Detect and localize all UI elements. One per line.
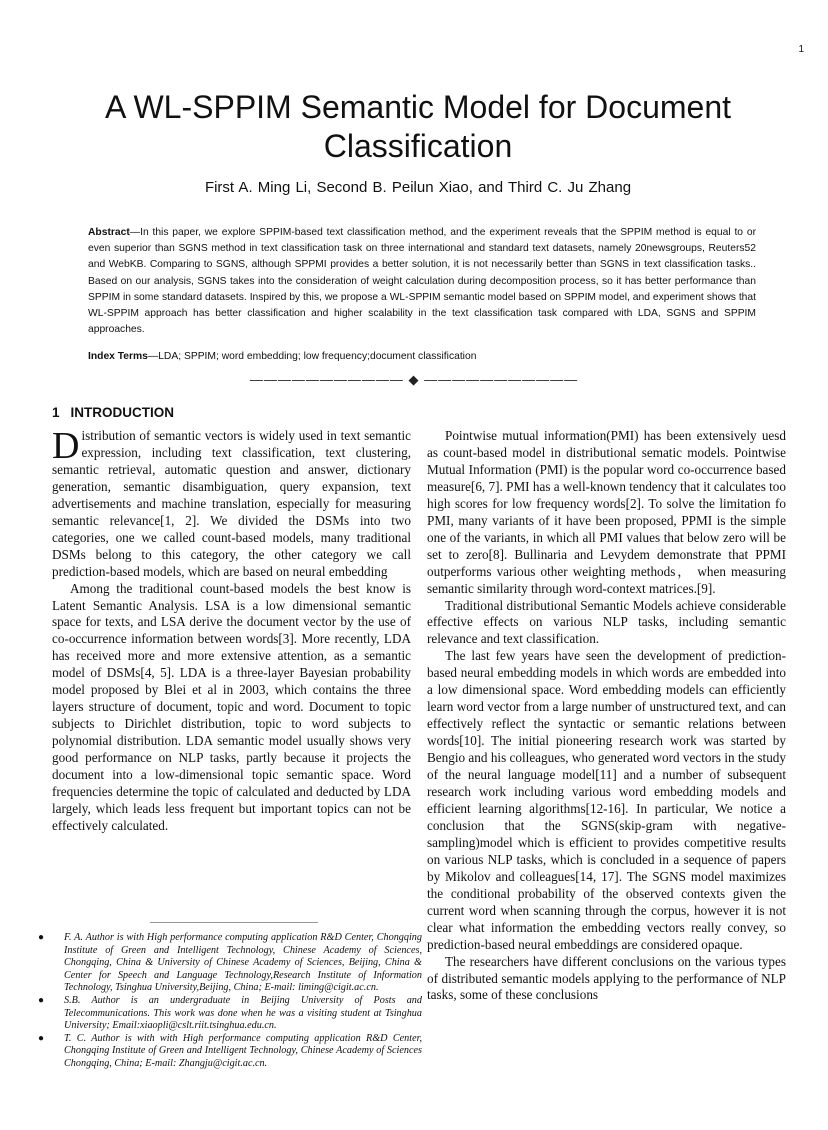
footnote-text: S.B. Author is an undergraduate in Beijing University of Posts and Telecommunications. This work was done when he was a visiting student at Tsinghua University; Email:xiaopli@cslt.riit.tsinghua.edu.cn. <box>64 994 422 1032</box>
section-heading-introduction <box>52 405 174 420</box>
paragraph: Pointwise mutual information(PMI) has been extensively uesd as count-based model in distributional sematic models. Pointwise Mutual Information (PMI) is the popular word co-occurrence based measure[6, 7]. PMI has a well-known tendency that it calculates too high scores for low frequency words[2]. To solve the limitation fo PMI, many variants of it have been proposed, PPMI is the simple one of the variants, in which all PMI values that below zero will be set to zero[8]. Bullinaria and Levydem demonstrate that PPMI outperforms various other weighting methods， when measuring semantic similarity through word-context matrices.[9]. <box>427 428 786 596</box>
abstract-dash: — <box>129 227 141 238</box>
bullet-icon: ● <box>38 932 45 943</box>
section-number: 1 <box>52 405 60 420</box>
paragraph: Among the traditional count-based models the best know is Latent Semantic Analysis. LSA is a low dimensional semantic space for texts, and LSA derive the document vector by the use of co-occurrence information between words[3]. More recently, LDA has received more and more extensive attention, as a semantic model of DSMs[4, 5]. LDA is a three-layer Bayesian probability model proposed by Blei et al in 2003, which contains the three layers structure of document, topic and word. Document to topic subjects to Dirichlet distribution, topic to word subjects to polynomial distribution. LDA semantic model usually shows very good performance on NLP tasks, partly because it projects the document into a low-dimensional topic semantic space. Word frequencies determine the topic of calculated and deducted by LDA largely, which leads less frequent but important topics can not be effectively calculated. <box>52 580 411 833</box>
page-number: 1 <box>798 44 804 55</box>
section-separator: ——————————— ◆ ——————————— <box>249 372 579 387</box>
footnote-text: F. A. Author is with High performance computing application R&D Center, Chongqing Institute of Green and Intelligent Technology, Chinese Academy of Sciences, Chongqing, China & University of Chinese Academy of Sciences, Beijing, China & Center for Speech and Language Technology,Research Institute of Information Technology, Tsinghua University,Beijing, China; E-mail: liming@cigit.ac.cn. <box>64 932 422 994</box>
section-title-initial: I <box>70 405 75 420</box>
footnote-item <box>38 932 422 995</box>
abstract-label: Abstract <box>88 227 130 238</box>
bullet-icon: ● <box>38 994 45 1006</box>
index-terms <box>88 349 756 365</box>
left-column <box>52 425 411 835</box>
index-terms-text: LDA; SPPIM; word embedding; low frequency;document classification <box>158 351 477 362</box>
paper-title: A WL-SPPIM Semantic Model for Document Classification <box>105 89 731 164</box>
paragraph-text: istribution of semantic vectors is widely used in text semantic expression, including text classification, text clustering, semantic retrieval, automatic question and answer, dictionary generation, semantic disambiguation, query expansion, text advertisements and machine translation, especially for measuring semantic relevance[1, 2]. We divided the DSMs into two categories, one we called count-based models, many traditional DSMs belong to this category, the other category we call prediction-based models, which are based on neural embedding <box>52 428 411 579</box>
paragraph: The researchers have different conclusions on the various types of distributed semantic models applying to the performance of NLP tasks, some of these conclusions <box>427 953 786 1003</box>
paragraph: Traditional distributional Semantic Models achieve considerable effective effects on various NLP tasks, including semantic relevance and text classification. <box>427 597 786 647</box>
index-terms-dash: — <box>147 351 159 362</box>
author-list: First A. Ming Li, Second B. Peilun Xiao, and Third C. Ju Zhang <box>204 179 632 196</box>
abstract-text: In this paper, we explore SPPIM-based text classification method, and the experiment reveals that the SPPIM method is equal to or even superior than SGNS method in text classification task on three international and standard text datasets, namely 20newsgroups, Reuters52 and WebKB. Comparing to SGNS, although SPPMI provides a better solution, it is not necessarily better than SGNS in text classification tasks.. Based on our analysis, SGNS takes into the consideration of weight calculation during decomposition process, so it has better performance than SPPIM in some standard datasets. Inspired by this, we propose a WL-SPPIM semantic model based on SPPIM model, and experiment shows that WL-SPPIM approach has better classification and higher scalability in the text classification task compared with LDA, SGNS and SPPIM approaches. <box>88 227 756 336</box>
paragraph <box>52 425 411 581</box>
bullet-icon: ● <box>38 1032 45 1044</box>
footnote-text: T. C. Author is with with High performance computing application R&D Center, Chongqing Institute of Green and Intelligent Technology, Chinese Academy of Sciences Chongqing, China; E-mail: Zhangju@cigit.ac.cn. <box>64 1032 422 1069</box>
drop-cap: D <box>52 425 80 467</box>
abstract <box>88 225 756 338</box>
footnote-item <box>38 1033 422 1071</box>
paragraph: The last few years have seen the development of prediction-based neural embedding models in which words are embedded into a low dimensional space. Word embedding models can efficiently learn word vector from a large number of unstructured text, and can effectively reflect the syntactic or semantic relations between words[10]. The initial pioneering research work was started by Bengio and his colleagues, who generated word vectors in the study of the neural language model[11] and a number of subsequent research work including various word embedding models and efficient learning algorithms[12-16]. In particular, We notice a conclusion that the SGNS(skip-gram with negative-sampling)model which is efficient to provides competitive results on various NLP tasks, which is concluded in a sequence of papers by Mikolov and colleagues[14, 17]. The SGNS model maximizes the conditional probability of the observed contexts given the current word when scanning through the corpus, however it is not clear what information the embedding vectors really convey, so prediction-based neural embeddings are considered opaque. <box>427 648 786 952</box>
index-terms-label: Index Terms <box>88 351 148 362</box>
footnote-rule <box>150 922 318 923</box>
footnote-item <box>38 995 422 1033</box>
author-footnotes <box>38 932 422 1071</box>
section-title-rest: NTRODUCTION <box>74 405 175 420</box>
right-column <box>427 428 786 1004</box>
